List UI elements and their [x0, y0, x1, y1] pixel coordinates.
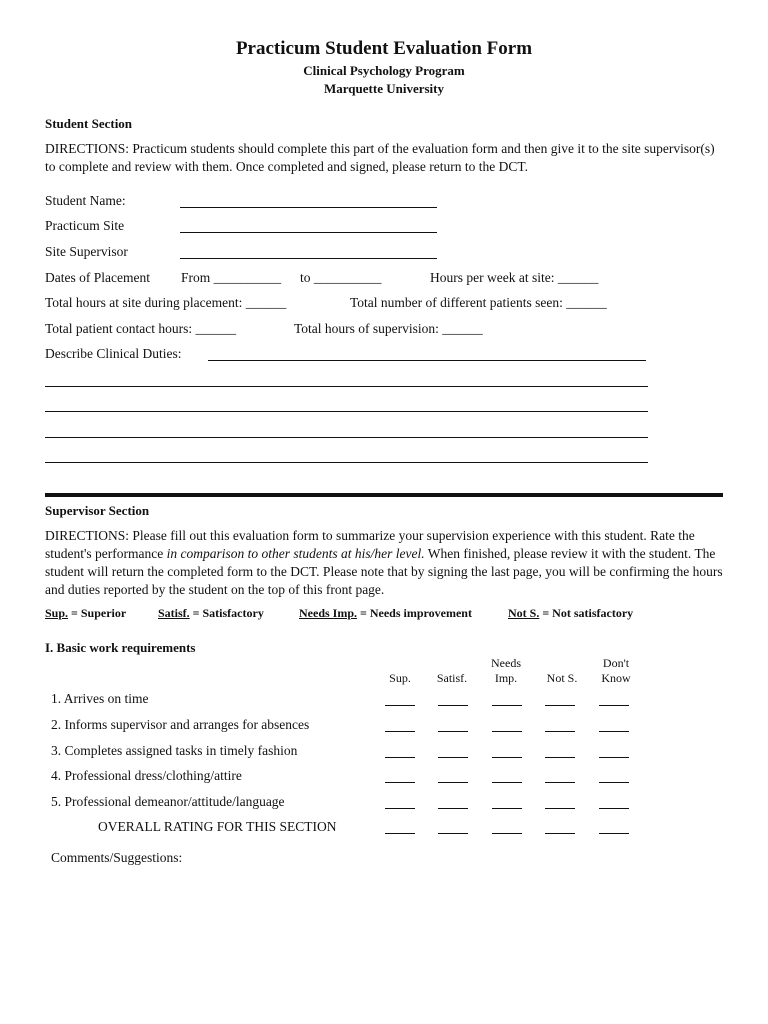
directions-emphasis: in comparison to other students at his/her level.	[166, 546, 425, 561]
legend-text: = Needs improvement	[357, 606, 472, 620]
rating-blank[interactable]	[545, 833, 575, 834]
column-header-dont-know	[594, 656, 638, 686]
clinical-duties-line[interactable]	[208, 360, 646, 361]
column-header-line: Not S.	[546, 671, 578, 685]
rating-blank[interactable]	[385, 731, 415, 732]
legend-abbr: Not S.	[508, 606, 540, 620]
student-name-label: Student Name:	[45, 193, 126, 208]
to-date-field[interactable]: to __________	[300, 270, 382, 285]
legend-text: = Superior	[68, 606, 127, 620]
column-header-line: Needs	[491, 656, 521, 670]
total-patients-field[interactable]: Total number of different patients seen: ______	[350, 295, 607, 310]
column-header-line: Satisf.	[436, 671, 468, 685]
legend-abbr: Sup.	[45, 606, 69, 620]
legend-satisfactory	[158, 606, 264, 621]
rating-blank[interactable]	[385, 705, 415, 706]
rating-blank[interactable]	[545, 705, 575, 706]
form-title: Practicum Student Evaluation Form	[235, 38, 533, 59]
item-label: 3. Completes assigned tasks in timely fashion	[51, 743, 298, 758]
supervision-hours-field[interactable]: Total hours of supervision: ______	[294, 321, 483, 336]
dates-of-placement-label: Dates of Placement	[45, 270, 150, 285]
patient-contact-hours-field[interactable]: Total patient contact hours: ______	[45, 321, 237, 336]
rating-blank[interactable]	[599, 833, 629, 834]
item-label: 5. Professional demeanor/attitude/language	[51, 794, 285, 809]
column-header-sup	[380, 656, 420, 686]
column-header-line	[380, 656, 420, 671]
legend-not-satisfactory	[508, 606, 633, 621]
rating-blank[interactable]	[438, 757, 468, 758]
rating-blank[interactable]	[545, 757, 575, 758]
directions-text: When finished, please review it with the student. The student will return the completed form to the DCT. Please note that by signing the last page, you will be confirming the hours and duties reported by the student on the top of this front page.	[45, 546, 723, 597]
practicum-site-field[interactable]	[180, 232, 437, 233]
rating-blank[interactable]	[438, 705, 468, 706]
comments-label: Comments/Suggestions:	[51, 850, 183, 865]
supervisor-section-heading: Supervisor Section	[45, 503, 150, 518]
column-header-satisf	[430, 656, 474, 686]
from-date-field[interactable]: From __________	[181, 270, 282, 285]
column-header-line: Sup.	[389, 671, 411, 685]
rating-blank[interactable]	[545, 808, 575, 809]
overall-rating-label: OVERALL RATING FOR THIS SECTION	[98, 819, 337, 834]
hours-per-week-field[interactable]: Hours per week at site: ______	[430, 270, 599, 285]
column-header-line: Imp.	[494, 671, 518, 685]
rating-blank[interactable]	[545, 782, 575, 783]
program-name: Clinical Psychology Program	[303, 63, 465, 78]
rating-blank[interactable]	[492, 705, 522, 706]
item-label: 1. Arrives on time	[51, 691, 149, 706]
rating-blank[interactable]	[438, 833, 468, 834]
rating-blank[interactable]	[385, 757, 415, 758]
legend-text: = Not satisfactory	[539, 606, 634, 620]
section-divider	[45, 493, 723, 497]
column-header-not-s	[540, 656, 584, 686]
item-label: 4. Professional dress/clothing/attire	[51, 768, 242, 783]
rating-blank[interactable]	[438, 808, 468, 809]
site-supervisor-field[interactable]	[180, 258, 437, 259]
rating-blank[interactable]	[599, 705, 629, 706]
clinical-duties-line[interactable]	[45, 386, 648, 387]
rating-blank[interactable]	[599, 782, 629, 783]
column-header-line: Know	[601, 671, 631, 685]
column-header-line	[430, 656, 474, 671]
basic-work-heading: I. Basic work requirements	[45, 640, 196, 655]
clinical-duties-line[interactable]	[45, 437, 648, 438]
student-directions: DIRECTIONS: Practicum students should complete this part of the evaluation form and then give it to the site supervisor(s) to complete and review with them. Once completed and signed, please return to the DCT.	[45, 141, 715, 174]
rating-blank[interactable]	[385, 808, 415, 809]
rating-blank[interactable]	[599, 757, 629, 758]
practicum-site-label: Practicum Site	[45, 218, 125, 233]
rating-blank[interactable]	[599, 731, 629, 732]
directions-text: DIRECTIONS: Please fill out this evaluation form to summarize your supervision experience with this student. Rate the student's performance	[45, 528, 695, 561]
site-supervisor-label: Site Supervisor	[45, 244, 128, 259]
clinical-duties-line[interactable]	[45, 411, 648, 412]
student-name-field[interactable]	[180, 207, 437, 208]
rating-blank[interactable]	[492, 731, 522, 732]
rating-blank[interactable]	[438, 731, 468, 732]
legend-abbr: Needs Imp.	[299, 606, 358, 620]
rating-blank[interactable]	[438, 782, 468, 783]
legend-needs-improvement	[299, 606, 472, 621]
rating-blank[interactable]	[492, 757, 522, 758]
legend-superior	[45, 606, 126, 621]
legend-text: = Satisfactory	[189, 606, 264, 620]
clinical-duties-line[interactable]	[45, 462, 648, 463]
total-hours-at-site-field[interactable]: Total hours at site during placement: ______	[45, 295, 287, 310]
rating-blank[interactable]	[492, 833, 522, 834]
clinical-duties-label: Describe Clinical Duties:	[45, 346, 182, 361]
legend-abbr: Satisf.	[158, 606, 190, 620]
rating-blank[interactable]	[492, 808, 522, 809]
rating-blank[interactable]	[492, 782, 522, 783]
rating-blank[interactable]	[599, 808, 629, 809]
rating-blank[interactable]	[385, 782, 415, 783]
column-header-needs-imp	[486, 656, 526, 686]
rating-blank[interactable]	[545, 731, 575, 732]
university-name: Marquette University	[324, 81, 444, 96]
column-header-line	[540, 656, 584, 671]
item-label: 2. Informs supervisor and arranges for absences	[51, 717, 310, 732]
column-header-line: Don't	[602, 656, 630, 670]
supervisor-directions	[45, 527, 725, 599]
rating-blank[interactable]	[385, 833, 415, 834]
student-section-heading: Student Section	[45, 116, 133, 131]
